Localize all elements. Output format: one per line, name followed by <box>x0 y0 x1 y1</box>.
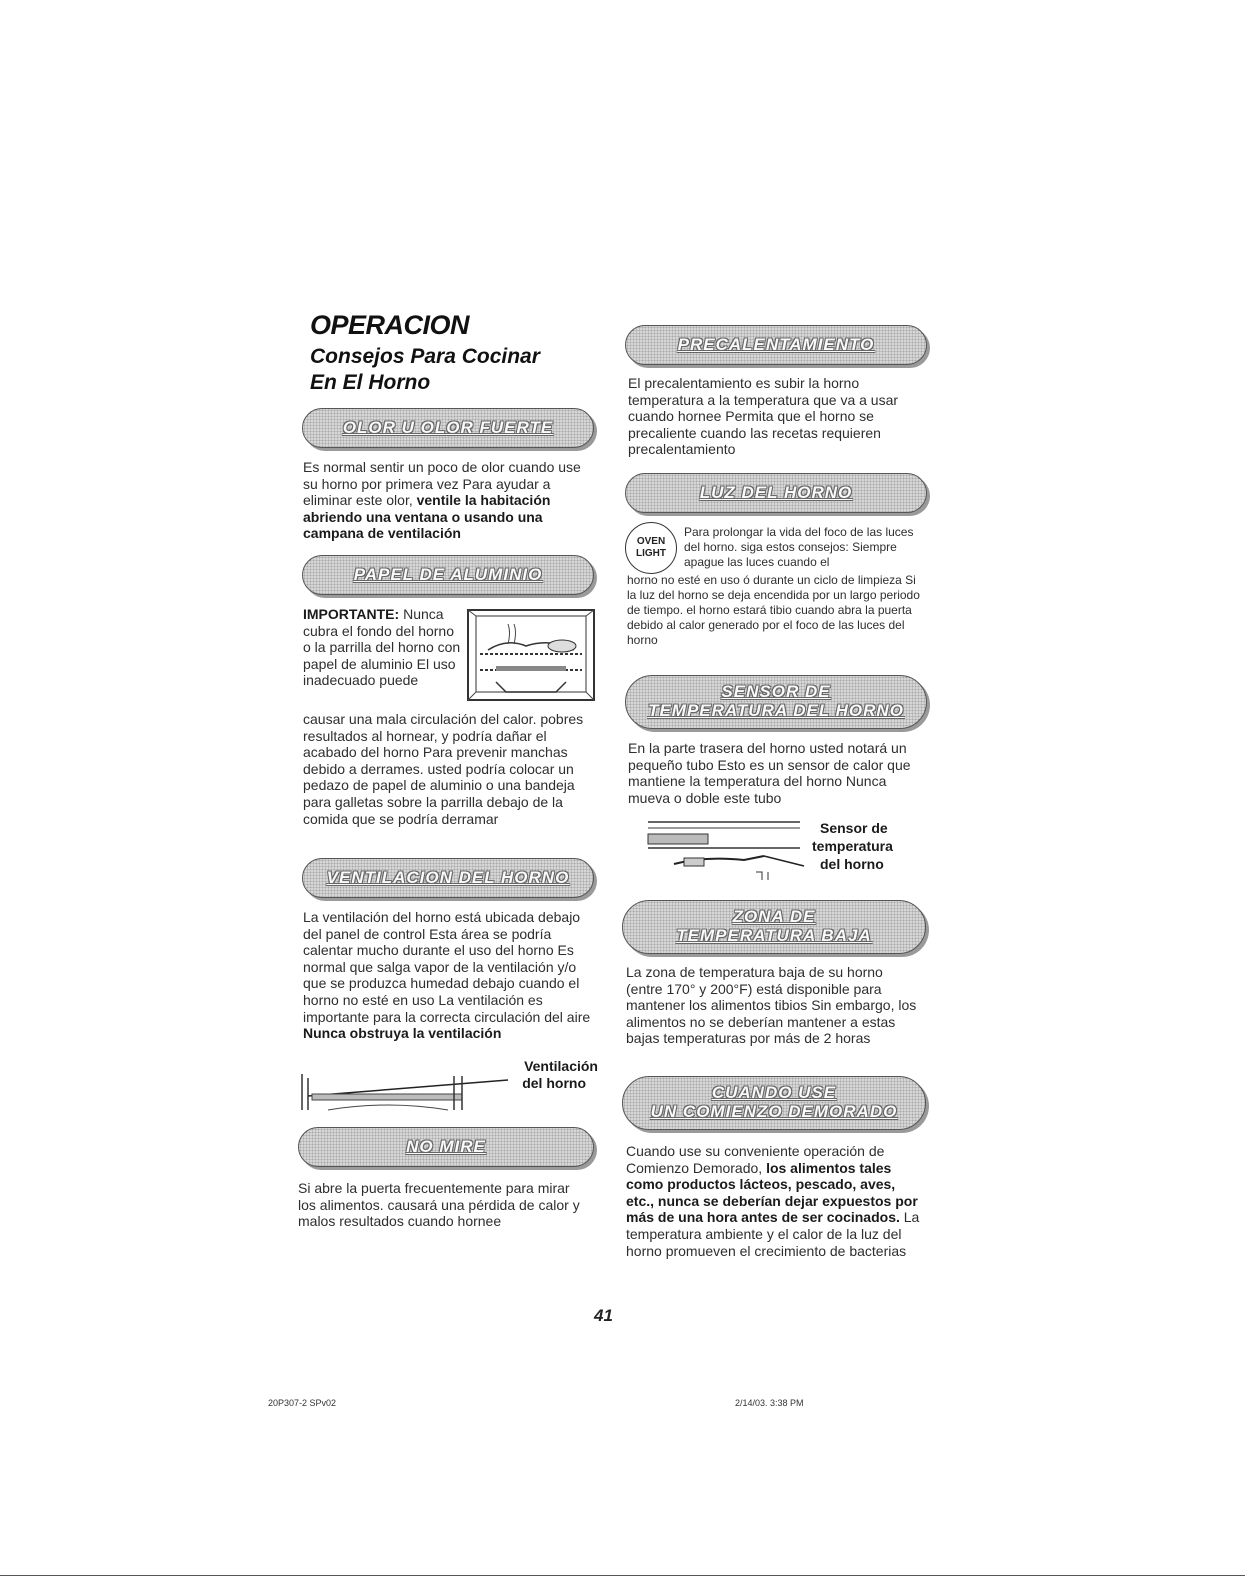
papel-paragraph-rest: causar una mala circulación del calor. pobres resultados al hornear, y podría dañar el acabado del horno Para prevenir manchas debido a derrames. usted podría colocar un pedazo de papel de aluminio o una bandeja para galletas sobre la parrilla debajo de la comida que se podría derramar <box>303 711 584 827</box>
comienzo-text-after: La temperatura ambiente y el calor de la luz del horno promueven el crecimiento de bacterias <box>626 1209 920 1259</box>
page-subtitle-line2: En El Horno <box>310 371 431 394</box>
doc-code: 20P307-2 SPv02 <box>268 1398 337 1408</box>
vent-label-1: Ventilación <box>524 1058 598 1074</box>
ventilacion-paragraph <box>303 909 601 1042</box>
oven-light-icon-line2: LIGHT <box>636 548 666 559</box>
heading-papel <box>302 555 594 595</box>
important-label: IMPORTANTE: <box>303 606 400 622</box>
heading-papel-label: PAPEL DE ALUMINIO <box>353 564 543 584</box>
heading-sensor <box>625 675 927 729</box>
heading-precalentamiento <box>625 325 927 365</box>
papel-text-wrapped: Nunca cubra el fondo del horno o la parrilla del horno con papel de aluminio El uso inadecuado puede <box>303 606 461 689</box>
oven-foil-illustration <box>466 608 596 702</box>
heading-comienzo-line2: UN COMIENZO DEMORADO <box>650 1102 898 1121</box>
ventilacion-bold-text: Nunca obstruya la ventilación <box>303 1025 502 1042</box>
page-title: OPERACION <box>310 310 470 340</box>
heading-precalentamiento-label: PRECALENTAMIENTO <box>677 334 875 354</box>
comienzo-text-before: Cuando use su conveniente operación de Comienzo Demorado, <box>626 1143 885 1176</box>
sensor-label-3: del horno <box>820 856 884 872</box>
page-subtitle-line1: Consejos Para Cocinar <box>310 345 540 368</box>
heading-no-mire <box>298 1127 594 1167</box>
vent-label-2: del horno <box>522 1075 586 1091</box>
sensor-label-2: temperatura <box>812 838 893 854</box>
olor-bold-text: ventile la habitación abriendo una ventana o usando una campana de ventilación <box>303 492 551 542</box>
vent-diagram <box>298 1070 520 1114</box>
olor-paragraph <box>303 459 598 542</box>
zona-paragraph: La zona de temperatura baja de su horno (entre 170° y 200°F) está disponible para mantener los alimentos tibios Sin embargo, los alimentos no se deberían mantener a estas bajas temperaturas por más de 2 horas <box>626 964 917 1047</box>
page-number: 41 <box>594 1306 613 1325</box>
heading-no-mire-label: NO MIRE <box>406 1136 486 1156</box>
heading-comienzo-line1: CUANDO USE <box>711 1083 837 1103</box>
comienzo-bold-text: los alimentos tales como productos lácteos, pescado, aves, etc., nunca se deberían dejar expuestos por más de una hora antes de ser cocinados. <box>626 1159 918 1226</box>
heading-comienzo <box>622 1076 926 1130</box>
heading-sensor-line1: SENSOR DE <box>721 682 831 702</box>
oven-light-icon-line1: OVEN <box>636 536 666 547</box>
heading-zona-line1: ZONA DE <box>732 907 816 927</box>
heading-olor-label: OLOR U OLOR FUERTE <box>342 417 554 437</box>
sensor-paragraph: En la parte trasera del horno usted notará un pequeño tubo Esto es un sensor de calor que mantiene la temperatura del horno Nunca mueva o doble este tubo <box>628 740 911 806</box>
heading-luz-label: LUZ DEL HORNO <box>699 482 853 502</box>
luz-paragraph-wrapped: Para prolongar la vida del foco de las luces del horno. siga estos consejos: Siempre apague las luces cuando el <box>684 525 914 569</box>
heading-ventilacion-label: VENTILACION DEL HORNO <box>326 867 570 887</box>
heading-sensor-line2: TEMPERATURA DEL HORNO <box>648 701 904 720</box>
temperature-sensor-diagram <box>644 816 814 886</box>
oven-light-icon <box>625 522 677 574</box>
papel-paragraph-wrapped <box>303 606 463 689</box>
bottom-rule <box>0 1575 1245 1576</box>
heading-luz <box>625 473 927 513</box>
heading-zona-line2: TEMPERATURA BAJA <box>676 926 872 945</box>
print-timestamp: 2/14/03. 3:38 PM <box>735 1398 804 1408</box>
precalentamiento-paragraph: El precalentamiento es subir la horno temperatura a la temperatura que va a usar cuando hornee Permita que el horno se precaliente cuando las recetas requieren precalentamiento <box>628 375 899 458</box>
olor-text: Es normal sentir un poco de olor cuando use su horno por primera vez Para ayudar a eliminar este olor, <box>303 459 581 509</box>
ventilacion-text: La ventilación del horno está ubicada debajo del panel de control Esta área se podría calentar mucho durante el uso del horno Es normal que salga vapor de la ventilación y/o que se produzca humedad debajo cuando el horno no esté en uso La ventilación es importante para la correcta circulación del aire <box>303 909 591 1025</box>
no-mire-paragraph: Si abre la puerta frecuentemente para mirar los alimentos. causará una pérdida de calor y malos resultados cuando hornee <box>298 1180 580 1230</box>
heading-olor <box>302 408 594 448</box>
heading-zona <box>622 900 926 954</box>
heading-ventilacion <box>302 858 594 898</box>
sensor-label-1: Sensor de <box>820 820 888 836</box>
luz-paragraph-rest: horno no esté en uso ó durante un ciclo de limpieza Si la luz del horno se deja encendida por un largo periodo de tiempo. el horno estará tibio cuando abra la puerta debido al calor generado por el foco de las luces del horno <box>627 573 920 647</box>
comienzo-paragraph <box>626 1143 924 1259</box>
